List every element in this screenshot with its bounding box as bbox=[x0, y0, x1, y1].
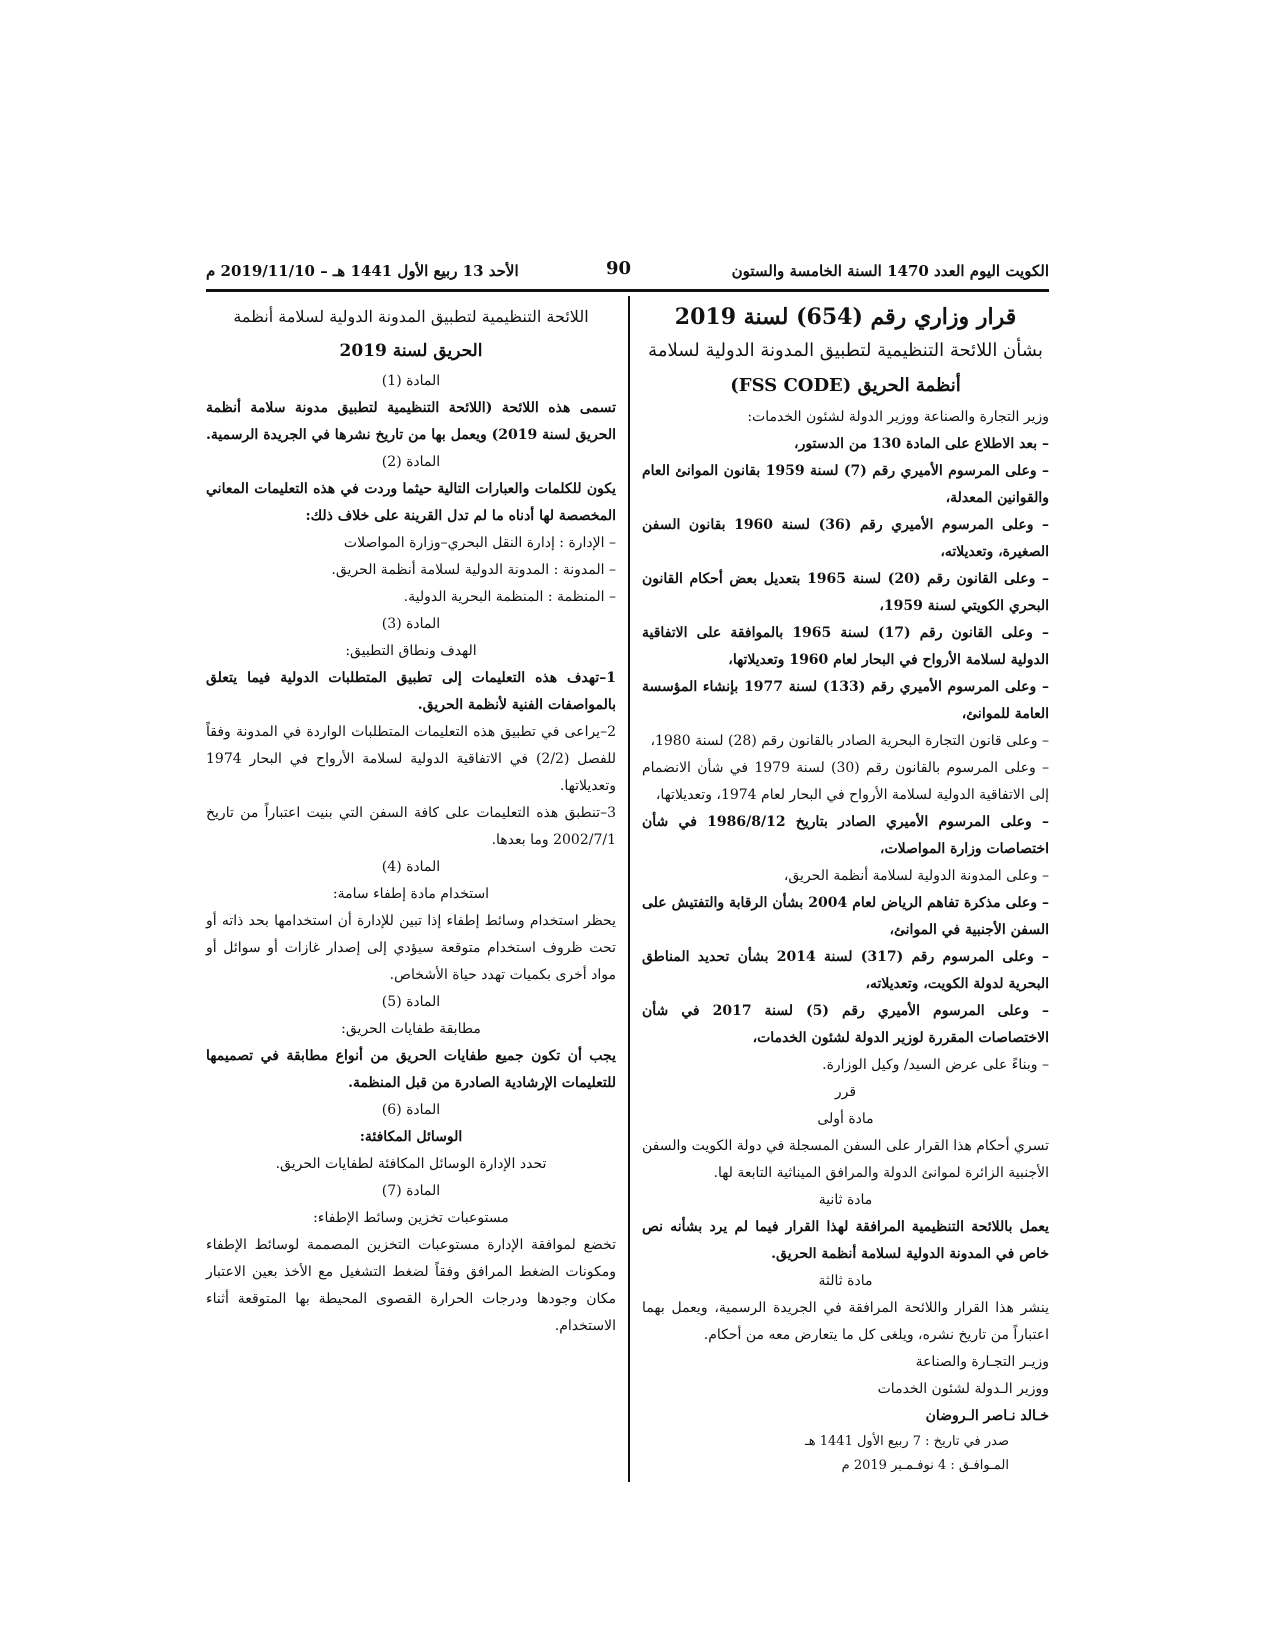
decree-intro: وزير التجارة والصناعة ووزير الدولة لشئون الخدمات: bbox=[747, 409, 1049, 425]
list-item: 1–تهدف هذه التعليمات إلى تطبيق المتطلبات الدولية فيما يتعلق بالمواصفات الفنية لأنظمة الحريق. bbox=[206, 670, 616, 713]
regulation-title-2: الحريق لسنة 2019 bbox=[339, 341, 483, 361]
signature-name: خـالد نـاصر الـروضان bbox=[925, 1408, 1049, 1424]
definition-item: – الإدارة : إدارة النقل البحري–وزارة المواصلات bbox=[343, 535, 616, 551]
article-subheading: استخدام مادة إطفاء سامة: bbox=[332, 886, 490, 902]
article-text: تسمى هذه اللائحة (اللائحة التنظيمية لتطبيق مدونة سلامة أنظمة الحريق لسنة 2019) ويعمل بها من تاريخ نشرها في الجريدة الرسمية. bbox=[206, 400, 616, 443]
article-subheading: الهدف ونطاق التطبيق: bbox=[345, 643, 477, 659]
article-subheading: مطابقة طفايات الحريق: bbox=[341, 1021, 481, 1037]
article-subheading: مستوعبات تخزين وسائط الإطفاء: bbox=[313, 1210, 509, 1226]
recital: – وعلى قانون التجارة البحرية الصادر بالقانون رقم (28) لسنة 1980، bbox=[650, 733, 1049, 749]
list-item: 2–يراعى في تطبيق هذه التعليمات المتطلبات الواردة في المدونة وفقاً للفصل (2/2) في الاتفاقية الدولية لسلامة الأرواح في البحار 1974 وتعديلاتها. bbox=[206, 724, 617, 794]
article-subheading: الوسائل المكافئة: bbox=[359, 1129, 463, 1145]
recital: – وعلى المرسوم الأميري رقم (5) لسنة 2017 في شأن الاختصاصات المقررة لوزير الدولة لشئون الخدمات، bbox=[642, 1003, 1050, 1046]
article-heading: المادة (4) bbox=[381, 859, 441, 875]
recital: – وعلى المرسوم الأميري رقم (7) لسنة 1959 بقانون الموانئ العام والقوانين المعدلة، bbox=[642, 463, 1049, 506]
article-heading: المادة (7) bbox=[381, 1183, 441, 1199]
page-header bbox=[206, 258, 1049, 288]
recital: – وعلى القانون رقم (17) لسنة 1965 بالموافقة على الاتفاقية الدولية لسلامة الأرواح في البحار لعام 1960 وتعديلاتها، bbox=[642, 625, 1049, 668]
recital: – وعلى المرسوم الأميري الصادر بتاريخ 1986/8/12 في شأن اختصاصات وزارة المواصلات، bbox=[642, 814, 1049, 857]
page-number: 90 bbox=[606, 258, 632, 279]
article-text: تحدد الإدارة الوسائل المكافئة لطفايات الحريق. bbox=[275, 1156, 547, 1172]
header-rule bbox=[206, 289, 1049, 292]
decided-heading: قرر bbox=[834, 1084, 857, 1100]
article-heading: المادة (1) bbox=[381, 373, 441, 389]
recital: – بعد الاطلاع على المادة 130 من الدستور، bbox=[794, 436, 1049, 452]
gazette-issue-info: الكويت اليوم العدد 1470 السنة الخامسة والستون bbox=[731, 262, 1049, 280]
decree-subtitle-2: أنظمة الحريق (FSS CODE) bbox=[730, 375, 961, 396]
article-text: يعمل باللائحة التنظيمية المرافقة لهذا القرار فيما لم يرد بشأنه نص خاص في المدونة الدولية لسلامة أنظمة الحريق. bbox=[642, 1219, 1049, 1262]
recital: – وعلى القانون رقم (20) لسنة 1965 بتعديل بعض أحكام القانون البحري الكويتي لسنة 1959، bbox=[642, 571, 1049, 614]
article-heading: المادة (2) bbox=[381, 454, 441, 470]
article-heading: مادة ثانية bbox=[818, 1192, 873, 1208]
recital: – وبناءً على عرض السيد/ وكيل الوزارة. bbox=[822, 1057, 1049, 1073]
definition-item: – المنظمة : المنظمة البحرية الدولية. bbox=[403, 589, 616, 605]
recital: – وعلى المدونة الدولية لسلامة أنظمة الحريق، bbox=[783, 868, 1049, 884]
recital: – وعلى المرسوم الأميري رقم (36) لسنة 1960 بقانون السفن الصغيرة، وتعديلاته، bbox=[642, 517, 1049, 560]
recital: – وعلى المرسوم الأميري رقم (133) لسنة 1977 بإنشاء المؤسسة العامة للموانئ، bbox=[642, 679, 1049, 722]
recital: – وعلى المرسوم بالقانون رقم (30) لسنة 1979 في شأن الانضمام إلى الاتفاقية الدولية لسلامة الأرواح في البحار لعام 1974، وتعديلاتها، bbox=[642, 760, 1049, 803]
article-text: تخضع لموافقة الإدارة مستوعبات التخزين المصممة لوسائط الإطفاء ومكونات الضغط المرافق وفقاً لضغط التشغيل مع الأخذ بعين الاعتبار مكان وجودها ودرجات الحرارة القصوى المحيطة بها المتوقعة أثناء الاستخدام. bbox=[206, 1237, 616, 1334]
article-text: يجب أن تكون جميع طفايات الحريق من أنواع مطابقة في تصميمها للتعليمات الإرشادية الصادرة من قبل المنظمة. bbox=[206, 1048, 616, 1091]
article-text: تسري أحكام هذا القرار على السفن المسجلة في دولة الكويت والسفن الأجنبية الزائرة لموانئ الدولة والمرافق الميناثية التابعة لها. bbox=[641, 1138, 1049, 1181]
regulation-column bbox=[206, 300, 616, 1340]
recital: – وعلى المرسوم رقم (317) لسنة 2014 بشأن تحديد المناطق البحرية لدولة الكويت، وتعديلاته، bbox=[642, 949, 1049, 992]
regulation-title: اللائحة التنظيمية لتطبيق المدونة الدولية لسلامة أنظمة bbox=[233, 307, 589, 326]
issue-date-gregorian: المـوافـق : 4 نوفـمـبر 2019 م bbox=[841, 1458, 1009, 1473]
article-heading: مادة ثالثة bbox=[818, 1273, 873, 1289]
article-heading: المادة (5) bbox=[381, 994, 441, 1010]
signature-title: ووزير الـدولة لشئون الخدمات bbox=[877, 1381, 1049, 1397]
header-date: الأحد 13 ربيع الأول 1441 هـ – 2019/11/10 م bbox=[206, 262, 519, 280]
issue-date: صدر في تاريخ : 7 ربيع الأول 1441 هـ bbox=[804, 1434, 1009, 1449]
recital: – وعلى مذكرة تفاهم الرياض لعام 2004 بشأن الرقابة والتفتيش على السفن الأجنبية في الموانئ، bbox=[642, 895, 1049, 938]
decree-title: قرار وزاري رقم (654) لسنة 2019 bbox=[674, 304, 1017, 330]
article-text: يكون للكلمات والعبارات التالية حيثما وردت في هذه التعليمات المعاني المخصصة لها أدناه ما لم تدل القرينة على خلاف ذلك: bbox=[206, 481, 616, 524]
article-heading: المادة (3) bbox=[381, 616, 441, 632]
decree-subtitle: بشأن اللائحة التنظيمية لتطبيق المدونة الدولية لسلامة bbox=[648, 340, 1043, 361]
signature-title: وزيـر التجـارة والصناعة bbox=[915, 1354, 1049, 1370]
article-heading: مادة أولى bbox=[817, 1111, 874, 1127]
list-item: 3–تنطبق هذه التعليمات على كافة السفن التي بنيت اعتباراً من تاريخ 2002/7/1 وما بعدها. bbox=[206, 805, 616, 848]
article-heading: المادة (6) bbox=[381, 1102, 441, 1118]
column-divider bbox=[628, 296, 630, 1482]
article-text: ينشر هذا القرار واللائحة المرافقة في الجريدة الرسمية، ويعمل بهما اعتباراً من تاريخ نشره، ويلغى كل ما يتعارض معه من أحكام. bbox=[642, 1300, 1049, 1343]
decree-column bbox=[642, 300, 1049, 1478]
article-text: يحظر استخدام وسائط إطفاء إذا تبين للإدارة أن استخدامها بحد ذاته أو تحت ظروف استخدام متوقعة سيؤدي إلى إصدار غازات أو سوائل أو مواد أخرى بكميات تهدد حياة الأشخاص. bbox=[206, 913, 616, 983]
definition-item: – المدونة : المدونة الدولية لسلامة أنظمة الحريق. bbox=[331, 562, 616, 578]
